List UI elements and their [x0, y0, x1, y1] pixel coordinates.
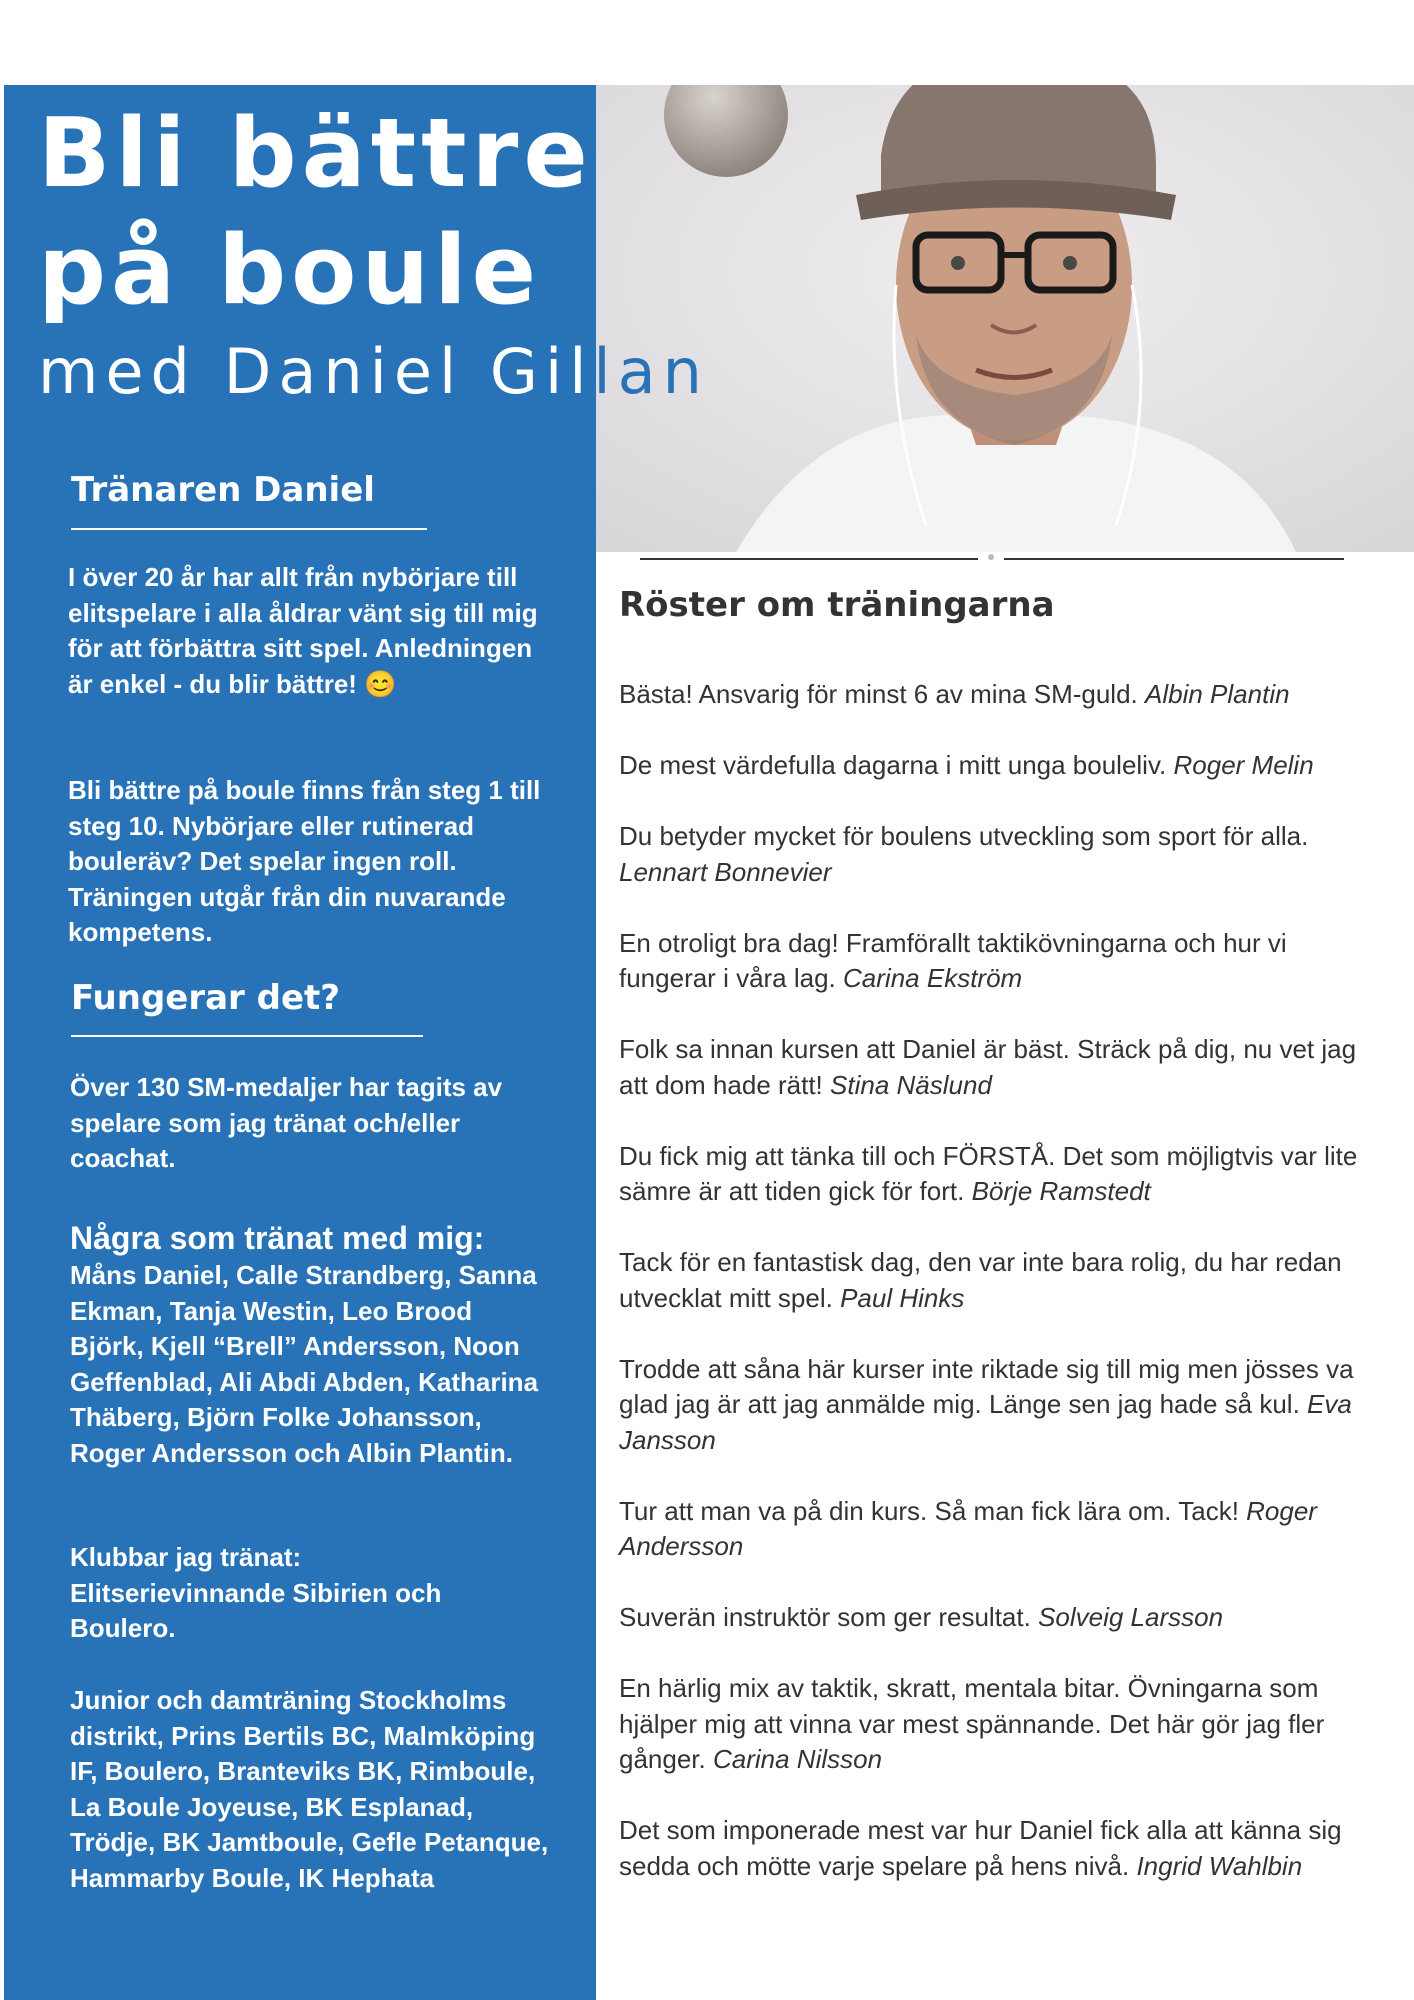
clubs-heading: Klubbar jag tränat: — [70, 1542, 302, 1572]
testimonial-author: Roger Andersson — [619, 1495, 1317, 1561]
divider-ornament — [988, 554, 994, 560]
testimonial-author: Ingrid Wahlbin — [1136, 1850, 1303, 1881]
testimonial-text: Tack för en fantastisk dag, den var inte bara rolig, du har redan utvecklat mitt spel. — [619, 1247, 1342, 1313]
testimonial-author: Roger Melin — [1173, 750, 1314, 780]
testimonial-item — [619, 1245, 1379, 1316]
testimonial-item — [619, 1671, 1379, 1778]
testimonial-text: Suverän instruktör som ger resultat. — [619, 1602, 1039, 1632]
clubs-section — [70, 1540, 550, 1647]
testimonial-item — [619, 1032, 1379, 1103]
page-subtitle: med Daniel Gillan — [38, 332, 758, 412]
testimonial-item — [619, 926, 1379, 997]
testimonial-item — [619, 1813, 1379, 1884]
testimonial-text: En otroligt bra dag! Framförallt taktikövningarna och hur vi fungerar i våra lag. — [619, 927, 1287, 993]
medals-paragraph: Över 130 SM-medaljer har tagits av spelare som jag tränat och/eller coachat. — [70, 1072, 503, 1173]
divider-line-right — [1004, 558, 1344, 560]
title-line-2: på boule — [38, 216, 542, 326]
testimonial-item — [619, 1600, 1379, 1636]
testimonials-heading: Röster om träningarna — [619, 585, 1055, 625]
works-heading: Fungerar det? — [71, 978, 341, 1018]
trainer-intro-text: I över 20 år har allt från nybörjare till elitspelare i alla åldrar vänt sig till mig för att förbättra sitt spel. Anledningen är enkel - du blir bättre! — [68, 562, 538, 699]
smiley-emoji-icon: 😊 — [364, 668, 397, 699]
testimonial-item — [619, 819, 1379, 890]
testimonial-item — [619, 677, 1379, 713]
testimonial-text: Du betyder mycket för boulens utveckling som sport för alla. — [619, 821, 1309, 851]
testimonial-item — [619, 1139, 1379, 1210]
testimonial-author: Stina Näslund — [830, 1069, 992, 1100]
works-heading-underline — [71, 1035, 423, 1037]
testimonial-text: En härlig mix av taktik, skratt, mentala bitar. Övningarna som hjälper mig att vinna var mest spännande. Det här gör jag fler gånger. — [619, 1673, 1325, 1774]
testimonial-author: Carina Nilsson — [712, 1744, 883, 1774]
testimonial-item — [619, 748, 1379, 784]
trained-with-heading: Några som tränat med mig: — [70, 1220, 485, 1256]
clubs-elite: Elitserievinnande Sibirien och Boulero. — [70, 1577, 442, 1643]
testimonial-text: Tur att man va på din kurs. Så man fick lära om. Tack! — [619, 1495, 1247, 1526]
page-title — [38, 96, 658, 330]
testimonials-list — [619, 677, 1379, 1920]
testimonial-author: Albin Plantin — [1145, 679, 1290, 709]
trainer-heading-underline — [71, 528, 427, 530]
trainer-intro-paragraph — [68, 560, 548, 702]
testimonial-text: Det som imponerade mest var hur Daniel fick alla att känna sig sedda och mötte varje spelare på hens nivå. — [619, 1815, 1342, 1881]
testimonial-item — [619, 1494, 1379, 1565]
trainer-levels-paragraph: Bli bättre på boule finns från steg 1 till steg 10. Nybörjare eller rutinerad bouleräv? Det spelar ingen roll. Träningen utgår från din nuvarande kompetens. — [68, 775, 541, 947]
testimonial-text: Trodde att såna här kurser inte riktade sig till mig men jösses va glad jag är att jag anmälde mig. Länge sen jag hade så kul. — [619, 1353, 1354, 1419]
divider-line-left — [640, 558, 978, 560]
trainer-heading: Tränaren Daniel — [71, 470, 375, 510]
testimonial-text: Bästa! Ansvarig för minst 6 av mina SM-guld. — [619, 679, 1138, 709]
testimonial-author: Paul Hinks — [840, 1282, 965, 1313]
portrait-illustration — [596, 85, 1414, 552]
testimonial-item — [619, 1352, 1379, 1459]
testimonial-author: Carina Ekström — [843, 963, 1023, 993]
testimonial-author: Börje Ramstedt — [971, 1176, 1151, 1206]
testimonial-text: Folk sa innan kursen att Daniel är bäst. Sträck på dig, nu vet jag att dom hade rätt! — [619, 1034, 1357, 1100]
testimonial-author: Eva Jansson — [619, 1389, 1352, 1455]
trained-with-names: Måns Daniel, Calle Strandberg, Sanna Ekman, Tanja Westin, Leo Brood Björk, Kjell “Brell” Andersson, Noon Geffenblad, Ali Abdi Abden, Katharina Thäberg, Björn Folke Johansson, Roger Andersson och Albin Plantin. — [70, 1260, 539, 1468]
testimonial-text: De mest värdefulla dagarna i mitt unga bouleliv. — [619, 750, 1167, 780]
portrait-photo — [596, 85, 1414, 552]
testimonial-text: Du fick mig att tänka till och FÖRSTÅ. Det som möjligtvis var lite sämre är att tiden gick för fort. — [619, 1140, 1358, 1206]
clubs-list-paragraph: Junior och damträning Stockholms distrikt, Prins Bertils BC, Malmköping IF, Boulero, Branteviks BK, Rimboule, La Boule Joyeuse, BK Esplanad, Trödje, BK Jamtboule, Gefle Petanque, Hammarby Boule, IK Hephata — [70, 1685, 549, 1893]
trained-with-section — [70, 1218, 550, 1471]
testimonial-author: Solveig Larsson — [1038, 1602, 1224, 1632]
title-line-1: Bli bättre — [38, 99, 593, 209]
testimonial-author: Lennart Bonnevier — [619, 856, 832, 887]
